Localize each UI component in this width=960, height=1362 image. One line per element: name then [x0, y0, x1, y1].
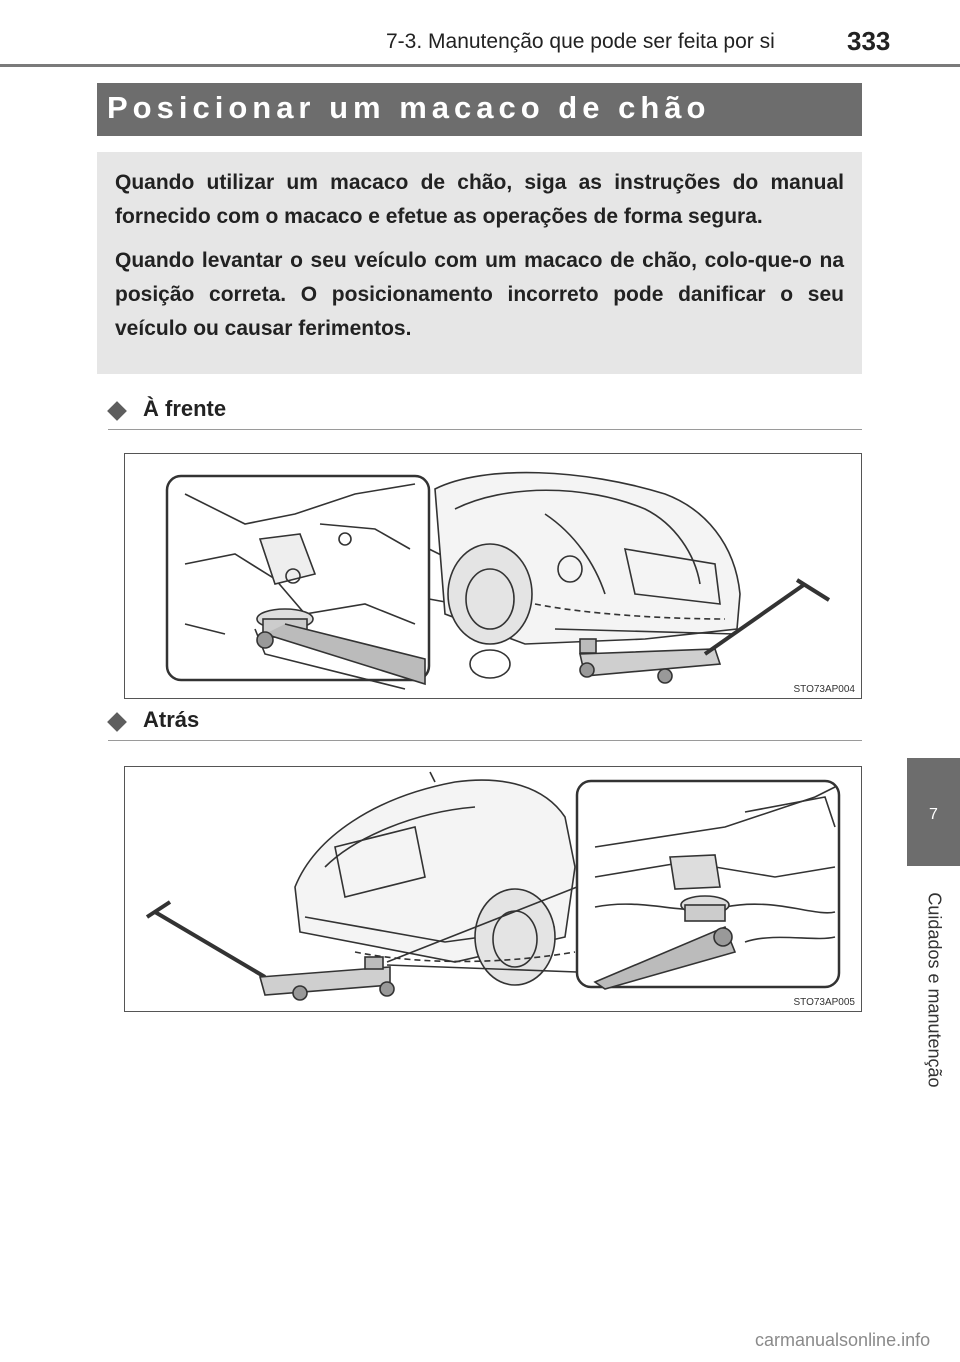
subheading-front [108, 395, 862, 430]
intro-paragraph-1: Quando utilizar um macaco de chão, siga as instruções do manual fornecido com o macaco e efetue as operações de forma segura. [115, 171, 844, 228]
page-number: 333 [847, 26, 891, 56]
diamond-bullet-icon [107, 401, 127, 421]
figure-code-rear: STO73AP005 [793, 997, 855, 1008]
figure-rear-jack-point [124, 766, 862, 1012]
subheading-front-label: À frente [143, 396, 227, 421]
title-bar [97, 83, 862, 136]
front-jack-illustration [125, 454, 862, 699]
subheading-rear [108, 706, 862, 741]
rear-jack-illustration [125, 767, 862, 1012]
intro-box [97, 152, 862, 374]
intro-paragraph-2: Quando levantar o seu veículo com um macaco de chão, colo-que-o na posição correta. O posicionamento incorreto pode danificar o seu veículo ou causar ferimentos. [115, 249, 844, 340]
subheading-rear-label: Atrás [143, 707, 200, 732]
figure-code-front: STO73AP004 [793, 684, 855, 695]
chapter-number: 7 [929, 806, 938, 823]
diamond-bullet-icon [107, 712, 127, 732]
chapter-label: Cuidados e manutenção [924, 892, 945, 1088]
header-section-title: 7-3. Manutenção que pode ser feita por si [386, 30, 775, 53]
watermark: carmanualsonline.info [755, 1330, 931, 1350]
header-divider [0, 64, 960, 67]
page-title: Posicionar um macaco de chão [107, 90, 711, 125]
figure-front-jack-point [124, 453, 862, 699]
